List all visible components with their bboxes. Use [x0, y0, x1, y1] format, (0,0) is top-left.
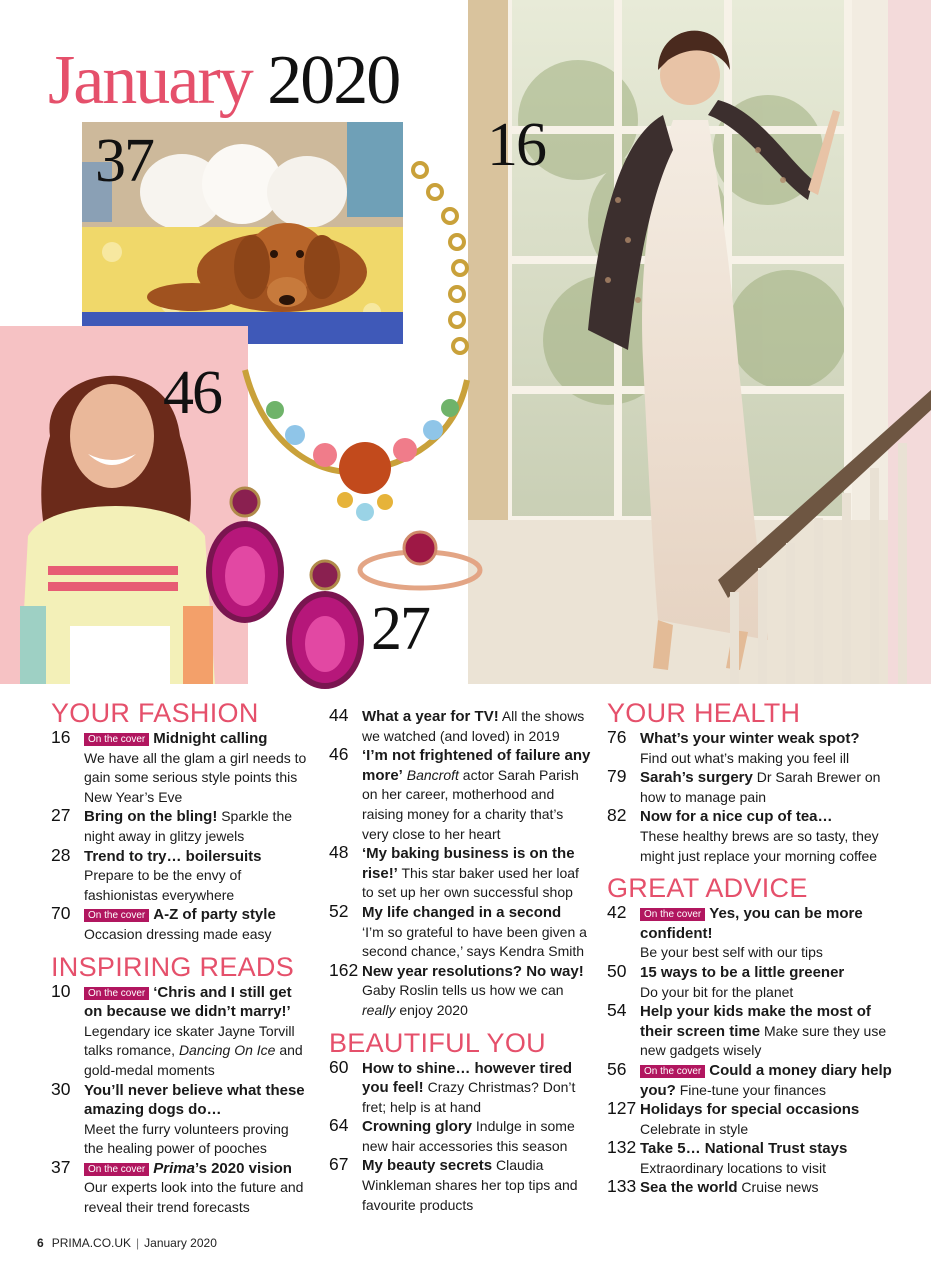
footer-site[interactable]: PRIMA.CO.UK	[51, 1236, 132, 1250]
entry-headline: My beauty secrets	[362, 1157, 493, 1175]
model-feature-number: 16	[487, 111, 545, 179]
contents-entry[interactable]	[607, 768, 897, 807]
contents-entry[interactable]	[51, 807, 311, 846]
contents-entry[interactable]	[329, 959, 591, 1021]
entry-standfirst: Dr Sarah Brewer on how to manage pain	[640, 769, 881, 805]
page-number: 48	[329, 842, 349, 863]
entry-standfirst: Prepare to be the envy of fashionistas everywhere	[84, 867, 242, 903]
page-number: 44	[329, 705, 349, 725]
column-left	[51, 697, 311, 1218]
entry-standfirst: Be your best self with our tips	[640, 944, 823, 961]
contents-entry[interactable]	[51, 1156, 311, 1218]
contents-entry[interactable]	[329, 844, 591, 903]
page-number: 133	[607, 1176, 637, 1197]
entry-headline: Yes, you can be more confident!	[640, 905, 863, 942]
entry-headline: How to shine… however tired you feel!	[362, 1059, 573, 1097]
page-number: 56	[607, 1058, 627, 1079]
page-number: 64	[329, 1115, 349, 1136]
page-number: 37	[51, 1156, 71, 1177]
page-title	[48, 42, 400, 119]
page-footer	[37, 1236, 217, 1250]
contents-entry[interactable]	[607, 1178, 897, 1198]
section-inspiring-reads: INSPIRING READS	[51, 951, 295, 982]
page-number: 76	[607, 727, 627, 747]
show-title: Dancing On Ice	[178, 1042, 276, 1059]
entry-standfirst: Claudia Winkleman shares her top tips and favourite products	[362, 1157, 578, 1213]
page-number: 10	[51, 980, 71, 1001]
title-year: 2020	[267, 42, 400, 119]
entry-standfirst: ‘I’m so grateful to have been given a second chance,’ says Kendra Smith	[362, 923, 587, 960]
entry-standfirst: Gaby Roslin tells us how we can	[362, 982, 564, 999]
page-number: 162	[329, 959, 359, 980]
entry-headline: Sarah’s surgery	[640, 769, 753, 787]
entry-headline: A-Z of party style	[153, 906, 276, 924]
entry-standfirst: Fine-tune your finances	[675, 1081, 827, 1098]
column-middle	[329, 707, 591, 1215]
entry-headline: ‘My baking business is on the rise!’	[362, 845, 575, 882]
page-number: 132	[607, 1137, 637, 1158]
folio-page-number: 6	[37, 1236, 44, 1250]
contents-entry[interactable]	[607, 1100, 897, 1139]
entry-headline: What’s your winter weak spot?	[640, 730, 860, 747]
show-title: Bancroft	[402, 766, 459, 783]
page-number: 70	[51, 903, 71, 924]
contents-entry[interactable]	[329, 900, 591, 962]
page-number: 50	[607, 960, 627, 981]
entry-headline: My life changed in a second	[362, 903, 562, 921]
model-illustration	[468, 0, 931, 684]
contents-entry[interactable]	[607, 1002, 897, 1061]
entry-standfirst: These healthy brews are so tasty, they might just replace your morning coffee	[640, 827, 879, 864]
contents-entry[interactable]	[607, 807, 897, 866]
footer-issue: January 2020	[144, 1236, 217, 1250]
entry-headline: Holidays for special occasions	[640, 1101, 860, 1119]
model-photo	[468, 0, 931, 684]
entry-standfirst: Extraordinary locations to visit	[640, 1159, 826, 1176]
column-right	[607, 697, 897, 1198]
entry-headline: ‘I’m not frightened of failure any more’	[362, 747, 591, 784]
contents-entry[interactable]	[607, 1058, 897, 1100]
entry-standfirst: This star baker used her loaf to set up her own successful shop	[362, 864, 579, 901]
contents-entry[interactable]	[329, 1056, 591, 1118]
contents-entry[interactable]	[51, 844, 311, 906]
jewellery-illustration	[205, 150, 485, 690]
on-the-cover-badge: On the cover	[640, 1065, 705, 1078]
page-number: 54	[607, 1000, 627, 1021]
entry-standfirst: Occasion dressing made easy	[84, 925, 272, 942]
entry-headline: Take 5… National Trust stays	[640, 1140, 848, 1158]
contents-entry[interactable]	[607, 904, 897, 963]
title-month: January	[48, 42, 252, 119]
on-the-cover-badge: On the cover	[84, 1163, 149, 1176]
page-number: 82	[607, 805, 627, 826]
page-number: 27	[51, 805, 71, 826]
entry-standfirst: Indulge in some new hair accessories this season	[362, 1118, 575, 1154]
contents-entry[interactable]	[607, 729, 897, 768]
entry-headline: ‘Chris and I still get on because we didn’t marry!’	[84, 983, 292, 1021]
entry-headline: New year resolutions? No way!	[362, 962, 584, 980]
entry-standfirst: Find out what’s making you feel ill	[640, 749, 850, 766]
entry-standfirst: Our experts look into the future and reveal their trend forecasts	[84, 1179, 304, 1216]
entry-headline: Help your kids make the most of their screen time	[640, 1003, 871, 1040]
contents-entry[interactable]	[329, 1156, 591, 1215]
entry-standfirst-end: and gold-medal moments	[84, 1042, 303, 1078]
entry-standfirst: Do your bit for the planet	[640, 983, 794, 1000]
footer-divider: |	[136, 1236, 140, 1250]
contents-entry[interactable]	[607, 1139, 897, 1178]
entry-headline: Now for a nice cup of tea…	[640, 808, 833, 826]
on-the-cover-badge: On the cover	[84, 733, 149, 746]
entry-standfirst-end: enjoy 2020	[395, 1001, 468, 1018]
entry-headline: Trend to try… boilersuits	[84, 847, 262, 865]
entry-standfirst: Make sure they use new gadgets wisely	[640, 1022, 887, 1059]
on-the-cover-badge: On the cover	[640, 908, 705, 921]
on-the-cover-badge: On the cover	[84, 987, 149, 1000]
entry-standfirst: All the shows we watched (and loved) in 2019	[362, 708, 585, 744]
entry-headline: Could a money diary help you?	[640, 1061, 892, 1099]
entry-standfirst: actor Sarah Parish on her career, motherhood and raising money for a charity that’s very close to her heart	[362, 766, 579, 842]
entry-standfirst: Legendary ice skater Jayne Torvill talks romance,	[84, 1022, 295, 1059]
section-your-health: YOUR HEALTH	[607, 698, 801, 728]
page-number: 30	[51, 1078, 71, 1099]
entry-standfirst: Crazy Christmas? Don’t fret; help is at hand	[362, 1079, 576, 1115]
section-beautiful-you: BEAUTIFUL YOU	[329, 1027, 546, 1058]
page-number: 67	[329, 1154, 349, 1175]
contents-entry[interactable]	[329, 746, 591, 844]
dog-feature-number: 37	[95, 127, 153, 195]
page-number: 28	[51, 844, 71, 865]
entry-headline: Bring on the bling!	[84, 808, 218, 826]
contents-entry[interactable]	[329, 707, 591, 746]
contents-entry[interactable]	[51, 905, 311, 944]
entry-headline: Sea the world	[640, 1179, 738, 1197]
page-number: 52	[329, 900, 349, 921]
magazine-name: Prima	[153, 1159, 195, 1177]
contents-entry[interactable]	[51, 1078, 311, 1159]
page-number: 79	[607, 766, 627, 787]
section-great-advice: GREAT ADVICE	[607, 873, 808, 904]
entry-standfirst: We have all the glam a girl needs to gain some serious style points this New Year’s Eve	[84, 749, 307, 805]
contents-entry[interactable]	[329, 1117, 591, 1156]
entry-headline: Crowning glory	[362, 1118, 472, 1136]
page-number: 127	[607, 1098, 637, 1119]
on-the-cover-badge: On the cover	[84, 909, 149, 922]
entry-headline: You’ll never believe what these amazing dogs do…	[84, 1081, 305, 1119]
jewels-feature-number: 27	[371, 595, 429, 663]
entry-standfirst: Meet the furry volunteers proving the healing power of pooches	[84, 1120, 289, 1157]
entry-headline: 15 ways to be a little greener	[640, 963, 845, 981]
entry-standfirst: Sparkle the night away in glitzy jewels	[84, 808, 293, 844]
entry-standfirst: Cruise news	[737, 1179, 819, 1196]
contents-entry[interactable]	[51, 980, 311, 1081]
page-number: 46	[329, 744, 349, 765]
woman-feature-number: 46	[163, 359, 221, 427]
entry-headline: Midnight calling	[153, 730, 268, 747]
contents-entry[interactable]	[51, 729, 311, 807]
section-your-fashion: YOUR FASHION	[51, 698, 259, 728]
page-number: 16	[51, 727, 71, 747]
entry-headline: ’s 2020 vision	[194, 1159, 292, 1177]
emphasis: really	[362, 1001, 396, 1018]
page-number: 60	[329, 1056, 349, 1077]
entry-standfirst: Celebrate in style	[640, 1120, 749, 1137]
contents-entry[interactable]	[607, 960, 897, 1002]
entry-headline: What a year for TV!	[362, 708, 499, 725]
page-number: 42	[607, 902, 627, 923]
